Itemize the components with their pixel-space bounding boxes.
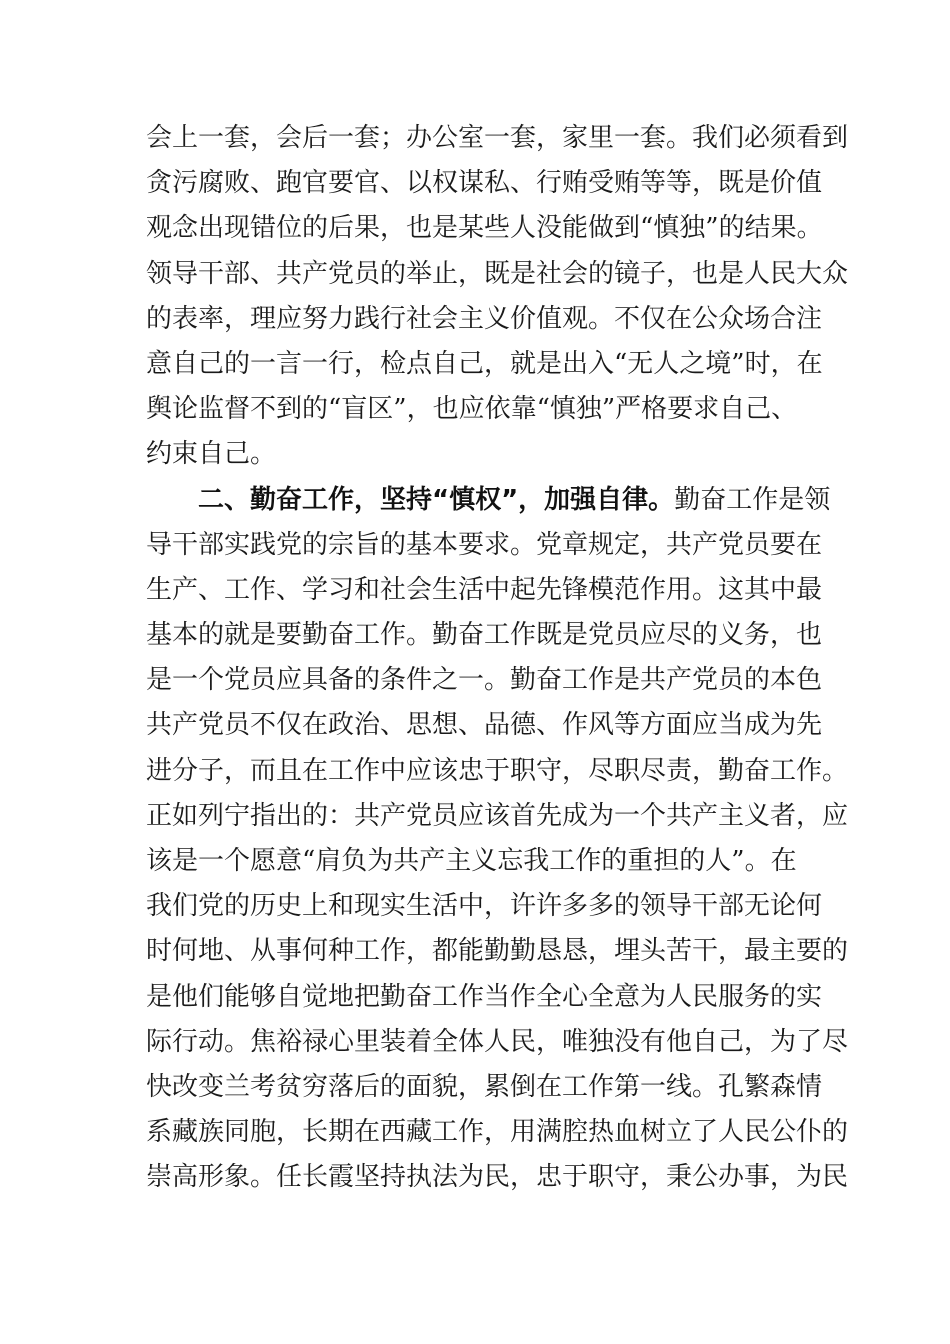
text-line: 际行动。焦裕禄心里装着全体人民，唯独没有他自己，为了尽	[146, 1026, 849, 1057]
text-line: 快改变兰考贫穷落后的面貌，累倒在工作第一线。孔繁森情	[146, 1071, 823, 1102]
text-line: 时何地、从事何种工作，都能勤勤恳恳，埋头苦干，最主要的	[146, 936, 849, 967]
text-line: 约束自己。	[146, 439, 277, 470]
text-line: 崇高形象。任长霞坚持执法为民，忠于职守，秉公办事，为民	[146, 1162, 849, 1193]
text-line: 是一个党员应具备的条件之一。勤奋工作是共产党员的本色	[146, 665, 823, 696]
text-line: 贪污腐败、跑官要官、以权谋私、行贿受贿等等，既是价值	[146, 168, 823, 199]
text-line: 会上一套，会后一套；办公室一套，家里一套。我们必须看到	[146, 123, 849, 153]
text-line: 我们党的历史上和现实生活中，许许多多的领导干部无论何	[146, 891, 823, 922]
text-line: 基本的就是要勤奋工作。勤奋工作既是党员应尽的义务，也	[146, 620, 823, 651]
text-line: 生产、工作、学习和社会生活中起先锋模范作用。这其中最	[146, 574, 823, 605]
text-line: 的表率，理应努力践行社会主义价值观。不仅在公众场合注	[146, 303, 823, 334]
text-line: 共产党员不仅在政治、思想、品德、作风等方面应当成为先	[146, 710, 823, 741]
body-text	[146, 116, 849, 1201]
section-two-first-line	[146, 478, 831, 523]
text-line: 观念出现错位的后果，也是某些人没能做到“慎独”的结果。	[146, 213, 823, 244]
text-line: 该是一个愿意“肩负为共产主义忘我工作的重担的人”。在	[146, 846, 797, 876]
text-line: 是他们能够自觉地把勤奋工作当作全心全意为人民服务的实	[146, 981, 823, 1012]
text-line: 领导干部、共产党员的举止，既是社会的镜子，也是人民大众	[146, 258, 849, 289]
section-two-first-line-text: 勤奋工作是领	[674, 484, 831, 515]
text-line: 舆论监督不到的“盲区”，也应依靠“慎独”严格要求自己、	[146, 394, 798, 425]
text-line: 系藏族同胞，长期在西藏工作，用满腔热血树立了人民公仆的	[146, 1117, 849, 1148]
text-line: 进分子，而且在工作中应该忠于职守，尽职尽责，勤奋工作。	[146, 755, 849, 786]
text-line: 导干部实践党的宗旨的基本要求。党章规定，共产党员要在	[146, 529, 823, 560]
text-line: 正如列宁指出的：共产党员应该首先成为一个共产主义者，应	[146, 800, 849, 831]
text-line: 意自己的一言一行，检点自己，就是出入“无人之境”时，在	[146, 348, 823, 379]
section-two-heading: 二、勤奋工作，坚持“慎权”，加强自律。	[198, 484, 675, 515]
